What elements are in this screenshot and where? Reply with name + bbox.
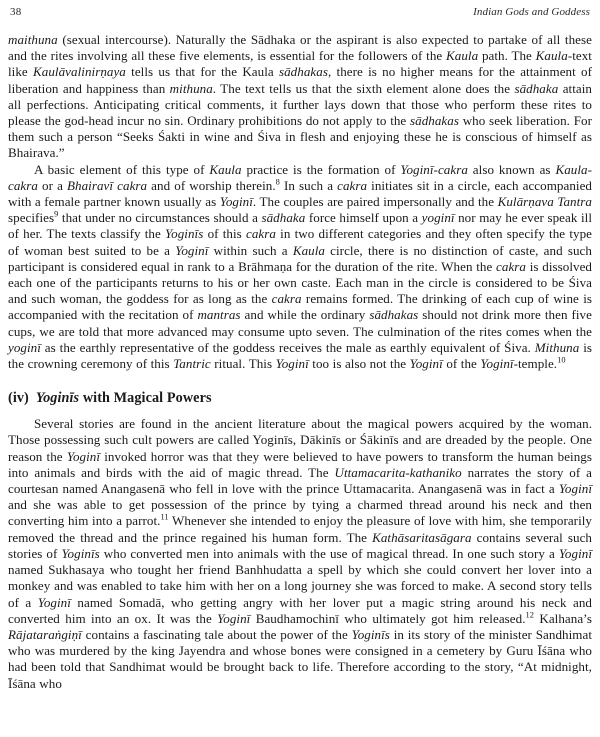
italic-term: Yoginī — [558, 545, 592, 561]
para-maithuna — [8, 32, 592, 162]
italic-term: Bhairavī cakra — [67, 177, 148, 193]
page-folio-number: 38 — [10, 6, 22, 18]
italic-term: Yoginī — [37, 594, 71, 610]
text-run: should not drink more then five cups, we are told that more advanced may consume upto seven. The culmination of the rites comes when the — [8, 307, 592, 339]
text-run: Several stories are found in the ancient literature about the magical powers acquired by the woman. Those possessing such cult powers are called Yoginīs, Dākinīs or Śākinīs and are dreaded by the people. One reason the — [8, 416, 592, 464]
italic-term: Yoginīs — [351, 626, 390, 642]
text-run: and of worship therein. — [147, 177, 276, 193]
text-run: tells us that for the Kaula — [125, 64, 279, 80]
italic-term: cakra — [337, 177, 368, 193]
paragraph-group-after-heading — [8, 416, 592, 691]
text-run: also known as — [467, 161, 556, 177]
text-run: named Somadā, who getting angry with her lover put a magic string around his neck and converted him into an ox. It was the — [8, 594, 592, 626]
italic-term: Yoginīs — [61, 545, 100, 561]
text-run: remains formed. The drinking of each cup of wine is accompanied with the recitation of — [8, 291, 593, 323]
italic-term: mithuna — [169, 80, 213, 96]
italic-term: Kulārṇava Tantra — [497, 194, 592, 210]
italic-term: cakra — [496, 258, 527, 274]
italic-term: Kaula — [292, 242, 325, 258]
section-heading-rest: with Magical Powers — [79, 390, 212, 407]
text-run: -temple. — [513, 356, 558, 372]
italic-term: maithuna — [8, 32, 58, 47]
italic-term: sādhakas — [410, 113, 459, 129]
paragraph-group-before-heading — [8, 32, 592, 372]
italic-term: Yoginī — [275, 356, 309, 372]
text-run: as the earthly representative of the goddess receives the male as earthly equivalent of Śiva. — [40, 339, 535, 355]
italic-term: Yoginī — [217, 610, 251, 626]
text-run: and while the ordinary — [240, 307, 370, 323]
text-run: or a — [37, 177, 68, 193]
body-column — [8, 32, 592, 692]
italic-term: mantras — [197, 307, 241, 323]
italic-term: sādhakas — [278, 64, 328, 80]
text-run: who converted men into animals with the use of magical thread. In one such story a — [99, 545, 559, 561]
running-head — [10, 6, 590, 18]
italic-term: Kaula — [446, 48, 479, 64]
italic-term: Yoginī — [409, 356, 443, 372]
italic-term: cakra — [246, 226, 276, 242]
italic-term: yoginī — [421, 210, 455, 226]
italic-term: Yoginī — [480, 356, 514, 372]
para-magical-powers — [8, 416, 592, 691]
running-book-title: Indian Gods and Goddess — [473, 6, 590, 18]
text-run: narrates the story of a courtesan named Anangasenā who fell in love with the prince Uttamacarita. Anangasenā was in fact a — [8, 464, 592, 497]
text-run: -text like — [8, 48, 592, 80]
italic-term: sādhakas — [369, 307, 419, 323]
italic-term: Kaula — [209, 161, 242, 177]
text-run: of this — [203, 226, 246, 242]
text-run: and she was able to get possession of the prince by tying a charmed thread around his neck and then converting him into a parrot. — [8, 497, 592, 529]
italic-term: yoginī — [8, 339, 41, 355]
text-run: named Sukhasaya who tought her friend Banhhudatta a spell by which she could convert her lover into a monkey and was enabled to take him with her on a long journey she was forced to make. A second story tells of a — [8, 562, 592, 610]
text-run: that under no circumstances should a — [58, 210, 262, 226]
footnote-marker[interactable]: 10 — [557, 355, 566, 365]
text-run: . The text tells us that the sixth element alone does the — [212, 80, 515, 96]
text-run: within such a — [208, 242, 293, 258]
italic-term: Kaula — [535, 48, 568, 64]
section-heading-italic: Yoginīs — [35, 390, 80, 407]
italic-term: Yoginī — [175, 242, 209, 258]
italic-term: Yoginīs — [165, 226, 204, 242]
text-run: force himself upon a — [305, 210, 422, 226]
text-run: in its story of the minister Sandhimat who was murdered by the king Jayendra and whose bones were consigned in a cemetery by Guru Īśāna who had been told that Sandhimat would be brought back to life. Therefore according to the story, “At midnight, Īśāna who — [8, 626, 592, 691]
italic-term: Kaulāvalinirṇaya — [33, 64, 126, 80]
text-run: In such a — [279, 177, 338, 193]
text-run: is the crowning ceremony of this — [8, 339, 592, 372]
text-run: initiates sit in a circle, each accompanied with a female partner known usually as — [8, 177, 592, 210]
text-run: contains several such stories of — [8, 529, 592, 561]
text-run: specifies — [8, 210, 55, 226]
text-run: ritual. This — [210, 356, 276, 372]
italic-term: Rājataraṅgiṇī — [8, 626, 82, 642]
italic-term: Yoginī — [66, 448, 101, 464]
italic-term: Yoginī — [558, 481, 592, 497]
text-run: is dissolved each one of the participants returns to his or her own caste. Each man in the circle is considered to be Śiva and such woman, the goddess for as long as the — [8, 258, 592, 307]
italic-term: Yoginī — [219, 194, 253, 210]
text-run: , there is no higher means for the attainment of liberation and happiness than — [8, 64, 593, 96]
text-run: who seek liberation. For them such a person “Seeks Śakti in wine and Śiva in flesh and enjoying these he is conscious of himself as Bhairava.” — [8, 113, 592, 161]
text-run: path. The — [478, 48, 536, 64]
text-run: (sexual intercourse). Naturally the Sādhaka or the aspirant is also expected to partake of all these and the rites involving all these five elements, is essential for the followers of the — [8, 32, 592, 64]
text-run: contains a fascinating tale about the power of the — [81, 626, 352, 642]
section-heading — [8, 390, 592, 407]
para-yogini-cakra — [8, 162, 592, 373]
footnote-marker[interactable]: 8 — [275, 177, 280, 187]
text-run: circle, there is no distinction of caste, and such participant is considered equal in rank to a Brāhmaṇa for the duration of the rite. When the — [8, 242, 592, 274]
text-run: attain all perfections. Anticipating critical comments, it further lays down that those who perform these rites to please the god-head incur no sin. Ordinary prohibitions do not apply to the — [8, 80, 592, 129]
italic-term: Uttamacarita-kathaniko — [334, 464, 462, 480]
text-run: practice is the formation of — [241, 161, 401, 177]
italic-term: Kathāsaritasāgara — [372, 529, 472, 545]
footnote-marker[interactable]: 9 — [54, 209, 59, 219]
text-run: too is also not the — [308, 356, 410, 372]
text-run: in two different categories and they often specify the type of woman best suited to be a — [8, 226, 592, 258]
text-run: A basic element of this type of — [34, 161, 210, 177]
footnote-marker[interactable]: 12 — [525, 610, 534, 620]
italic-term: Kaula-cakra — [8, 161, 592, 193]
italic-term: Yoginī-cakra — [400, 161, 468, 177]
text-run: Baudhamochinī who ultimately got him released. — [250, 610, 526, 626]
section-number: (iv) — [8, 390, 29, 407]
italic-term: Mithuna — [534, 339, 580, 355]
text-run: Whenever she intended to enjoy the pleasure of love with him, she temporarily removed the thread and the prince regained his human form. The — [8, 513, 592, 545]
text-run: invoked horror was that they were believed to have powers to transform the human beings into animals and birds with the aid of magic thread. The — [8, 448, 592, 480]
text-run: of the — [442, 356, 481, 372]
italic-term: sādhaka — [261, 210, 306, 226]
italic-term: Tantric — [173, 356, 211, 372]
italic-term: cakra — [271, 291, 302, 307]
text-run: nor may he ever speak ill of her. The texts classify the — [8, 210, 592, 242]
text-run: Kalhana’s — [534, 610, 592, 626]
footnote-marker[interactable]: 11 — [160, 513, 169, 523]
italic-term: sādhaka — [514, 80, 559, 96]
text-run: . The couples are paired impersonally and the — [252, 194, 498, 210]
